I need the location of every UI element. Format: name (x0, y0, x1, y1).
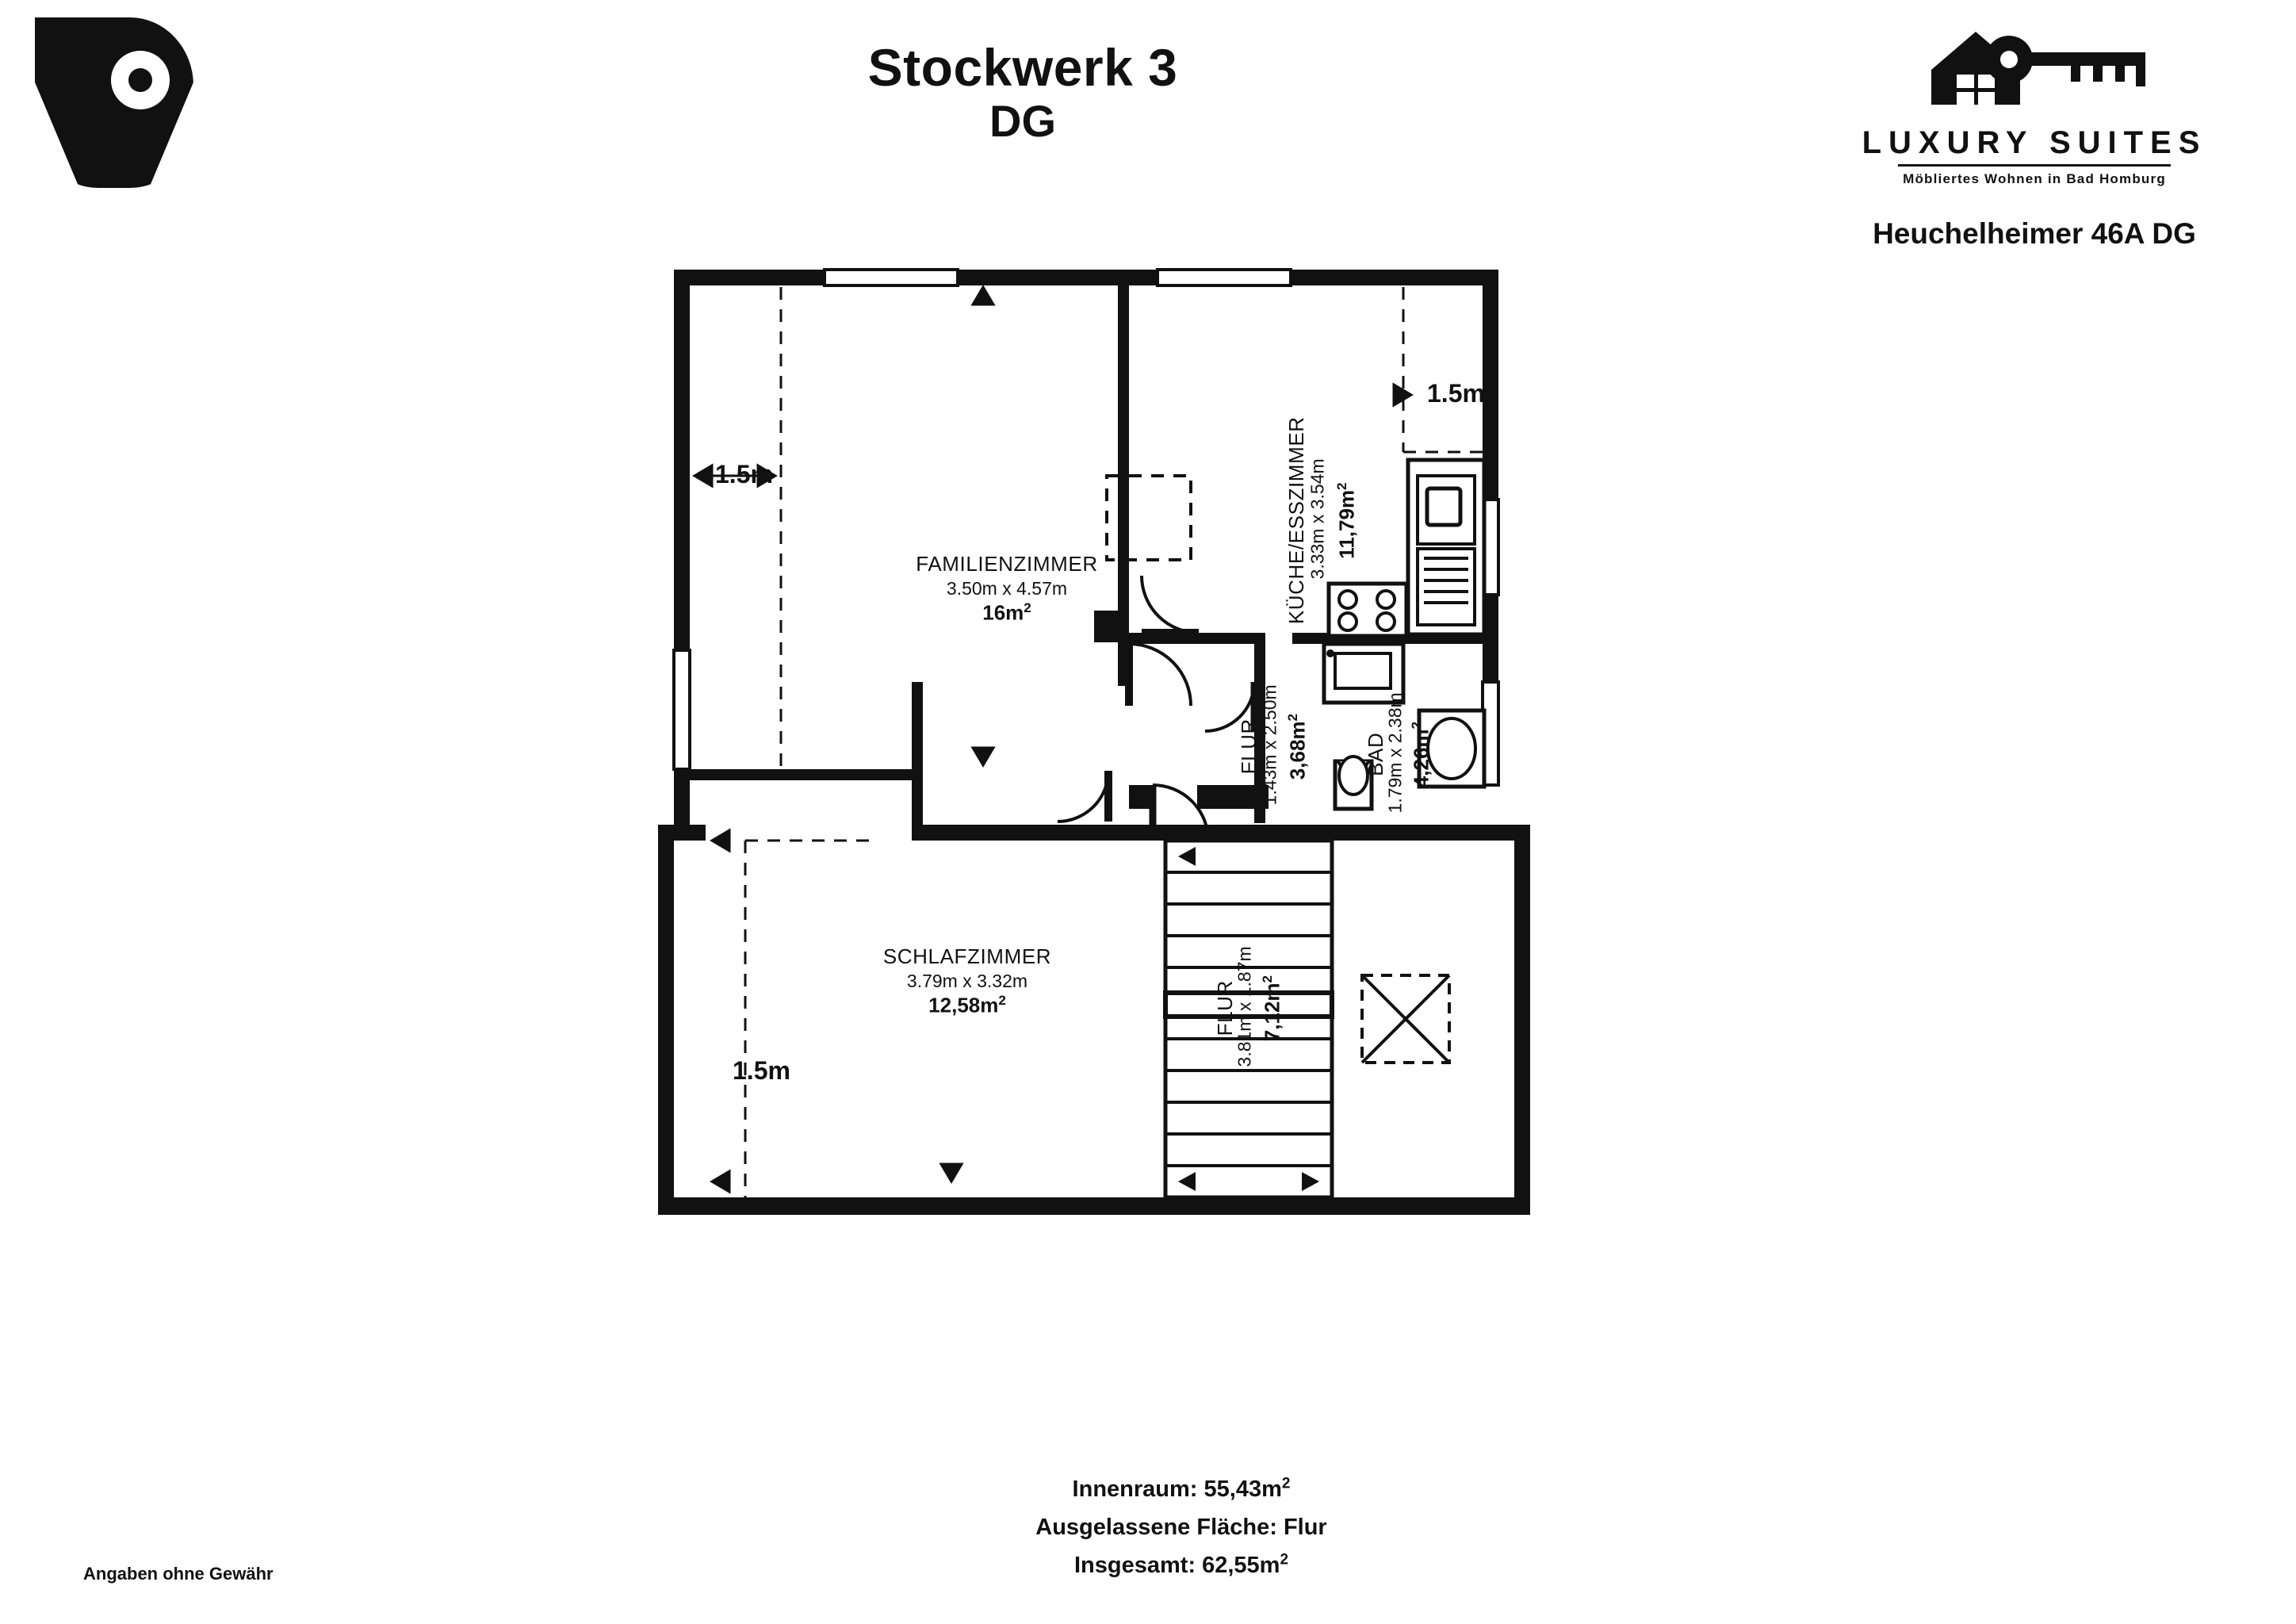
brand-block (1828, 22, 2241, 251)
total-area: Insgesamt: $62,55m^2$ (1073, 1551, 1289, 1578)
logo-shape (35, 17, 193, 188)
house-key-logo-icon (1915, 22, 2153, 119)
height-note-left-upper: 1.5m (715, 460, 773, 488)
brand-address: Heuchelheimer 46A DG (1873, 217, 2196, 250)
page-title (777, 40, 1269, 147)
floorplan-svg (610, 238, 1689, 1324)
title-line-1: Stockwerk 3 (867, 38, 1178, 97)
title-line-2: DG (989, 96, 1056, 147)
inner-area: Innenraum: $55,43m^2$ (1072, 1475, 1291, 1502)
disclaimer: Angaben ohne Gewähr (83, 1564, 274, 1584)
floorplan-diagram (610, 238, 1689, 1328)
brand-tagline: Möbliertes Wohnen in Bad Homburg (1898, 164, 2171, 187)
room-label-familienzimmer: FAMILIENZIMMER 3.50m x 4.57m $16m^2$ (916, 552, 1098, 625)
letter-v-logo-icon (35, 17, 193, 188)
room-label-schlafzimmer: SCHLAFZIMMER 3.79m x 3.32m $12,58m^2$ (882, 944, 1052, 1017)
brand-name: LUXURY SUITES (1862, 125, 2207, 160)
room-label-flur-lower: FLUR 3.81m x 1.87m $7,12m^2$ (1212, 946, 1284, 1067)
height-note-right-upper: 1.5m (1427, 379, 1485, 408)
excluded-area: Ausgelassene Fläche: Flur (1035, 1514, 1327, 1540)
height-note-left-lower: 1.5m (733, 1056, 790, 1085)
area-summary (904, 1471, 1459, 1585)
staircase (1165, 841, 1449, 1197)
logo-dot (128, 68, 152, 92)
room-label-flur-upper: FLUR 1.43m x 2.50m $3,68m^2$ (1236, 684, 1310, 806)
room-label-kueche-esszimmer: KÜCHE/ESSZIMMER 3.33m x 3.54m $11,79m^2$ (1284, 416, 1359, 625)
room-label-bad: BAD 1.79m x 2.38m $4,26m^2$ (1363, 692, 1433, 814)
